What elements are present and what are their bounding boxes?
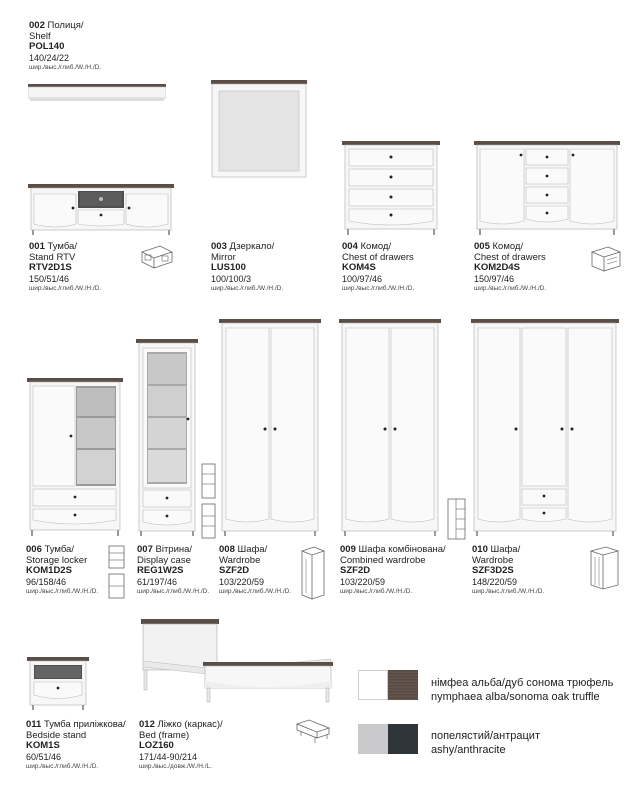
- item-name-en: Shelf: [29, 30, 51, 42]
- item-name-ua: Шафа/: [490, 544, 521, 555]
- item-name-ua: Вітрина/: [155, 544, 193, 555]
- item-name-en: Storage locker: [26, 554, 88, 566]
- item-number: 007: [137, 544, 153, 555]
- item-dims: 96/158/46: [26, 576, 67, 587]
- wardrobe-szf3d2s-line-icon: [588, 545, 620, 591]
- item-name-en: Stand RTV: [29, 251, 76, 263]
- item-dims: 150/51/46: [29, 273, 70, 284]
- item-code: KOM1D2S: [26, 565, 72, 576]
- item-name-en: Wardrobe: [219, 554, 261, 566]
- legend-finish-1: [431, 676, 613, 704]
- rtv-stand-line-icon: [140, 240, 174, 270]
- item-code: SZF2D: [219, 565, 250, 576]
- item-number: 006: [26, 544, 42, 555]
- item-name-en: Chest of drawers: [342, 251, 414, 263]
- item-dims: 60/51/46: [26, 751, 62, 762]
- item-dims: 103/220/59: [340, 576, 386, 587]
- rtv-stand-image: [28, 184, 174, 236]
- item-axis-legend: шир./выс./глиб./W./H./D.: [472, 588, 545, 595]
- bedside-stand-image: [27, 657, 89, 711]
- item-name-en: Mirror: [211, 251, 236, 263]
- legend-finish-1-ua: німфеа альба/дуб сонома трюфель: [431, 677, 614, 689]
- item-caption: [29, 21, 101, 74]
- item-caption: [219, 545, 291, 598]
- item-axis-legend: шир./выс./глиб./W./H./D.: [29, 64, 102, 71]
- item-caption: [340, 545, 446, 598]
- legend-finish-2-en: ashy/anthracite: [431, 744, 506, 756]
- item-axis-legend: шир./выс./глиб./W./H./D.: [340, 588, 413, 595]
- item-caption: [474, 242, 546, 295]
- wardrobe-szf2d-image: [219, 319, 321, 537]
- item-number: 010: [472, 544, 488, 555]
- item-axis-legend: шир./выс./глиб./W./H./D.: [137, 588, 210, 595]
- item-name-en: Wardrobe: [472, 554, 514, 566]
- item-name-ua: Дзеркало/: [229, 241, 275, 252]
- item-name-en: Bed (frame): [139, 729, 190, 741]
- mirror-image: [211, 80, 307, 178]
- item-name-ua: Тумба/: [47, 241, 77, 252]
- swatch-nymphaea-alba: [358, 670, 388, 700]
- legend-finish-1-en: nymphaea alba/sonoma oak truffle: [431, 691, 600, 703]
- item-name-ua: Шафа комбінована/: [358, 544, 446, 555]
- storage-locker-line-icon: [106, 544, 128, 600]
- item-caption: [472, 545, 544, 598]
- item-name-ua: Тумба/: [44, 544, 74, 555]
- item-number: 011: [26, 719, 42, 730]
- item-axis-legend: шир./выс./довж./W./H./L.: [139, 763, 212, 770]
- item-dims: 150/97/46: [474, 273, 515, 284]
- wardrobe-szf3d2s-image: [471, 319, 619, 537]
- item-name-en: Bedside stand: [26, 729, 87, 741]
- item-code: REG1W2S: [137, 565, 184, 576]
- item-axis-legend: шир./выс./глиб./W./H./D.: [26, 588, 99, 595]
- item-code: LOZ160: [139, 740, 174, 751]
- bed-image: [139, 619, 333, 705]
- item-caption: [26, 720, 126, 773]
- item-caption: [211, 242, 283, 295]
- display-case-line-icon: [198, 462, 220, 540]
- item-dims: 171/44-90/214: [139, 751, 198, 762]
- item-number: 009: [340, 544, 356, 555]
- item-caption: [29, 242, 101, 295]
- item-code: SZF3D2S: [472, 565, 514, 576]
- item-number: 002: [29, 20, 45, 31]
- item-caption: [26, 545, 98, 598]
- bed-line-icon: [295, 718, 331, 746]
- combined-wardrobe-image: [339, 319, 441, 537]
- item-caption: [342, 242, 414, 295]
- item-code: KOM1S: [26, 740, 60, 751]
- item-dims: 140/24/22: [29, 52, 70, 63]
- item-axis-legend: шир./выс./глиб./W./H./D.: [342, 285, 415, 292]
- swatch-anthracite: [388, 724, 418, 754]
- chest-kom4s-image: [342, 141, 440, 237]
- item-number: 004: [342, 241, 358, 252]
- item-number: 003: [211, 241, 227, 252]
- item-axis-legend: шир./выс./глиб./W./H./D.: [211, 285, 284, 292]
- chest-kom2d4s-line-icon: [590, 244, 622, 272]
- item-axis-legend: шир./выс./глиб./W./H./D.: [26, 763, 99, 770]
- item-dims: 103/220/59: [219, 576, 265, 587]
- legend-finish-2: [431, 729, 540, 757]
- item-name-ua: Ліжко (каркас)/: [157, 719, 223, 730]
- item-number: 012: [139, 719, 155, 730]
- item-dims: 148/220/59: [472, 576, 518, 587]
- display-case-image: [136, 339, 198, 537]
- item-name-ua: Шафа/: [237, 544, 268, 555]
- item-dims: 100/97/46: [342, 273, 383, 284]
- item-code: SZF2D: [340, 565, 371, 576]
- shelf-image: [28, 84, 166, 104]
- item-caption: [137, 545, 209, 598]
- storage-locker-image: [27, 378, 123, 538]
- item-axis-legend: шир./выс./глиб./W./H./D.: [219, 588, 292, 595]
- legend-finish-2-ua: попелястий/антрацит: [431, 730, 540, 742]
- item-name-ua: Комод/: [360, 241, 392, 252]
- item-code: KOM4S: [342, 262, 376, 273]
- chest-kom2d4s-image: [474, 141, 620, 237]
- item-name-ua: Комод/: [492, 241, 524, 252]
- item-code: KOM2D4S: [474, 262, 520, 273]
- item-number: 005: [474, 241, 490, 252]
- swatch-sonoma-oak-truffle: [388, 670, 418, 700]
- item-number: 001: [29, 241, 45, 252]
- item-name-ua: Полиця/: [47, 20, 84, 31]
- item-code: RTV2D1S: [29, 262, 72, 273]
- wardrobe-szf2d-line-icon: [298, 545, 326, 601]
- item-name-en: Combined wardrobe: [340, 554, 426, 566]
- item-axis-legend: шир./выс./глиб./W./H./D.: [29, 285, 102, 292]
- combined-wardrobe-line-icon: [445, 497, 469, 541]
- item-axis-legend: шир./выс./глиб./W./H./D.: [474, 285, 547, 292]
- item-code: POL140: [29, 41, 65, 52]
- item-dims: 100/100/3: [211, 273, 252, 284]
- item-number: 008: [219, 544, 235, 555]
- item-name-en: Display case: [137, 554, 191, 566]
- item-code: LUS100: [211, 262, 246, 273]
- item-name-en: Chest of drawers: [474, 251, 546, 263]
- item-name-ua: Тумба приліжкова/: [43, 719, 126, 730]
- swatch-ashy: [358, 724, 388, 754]
- item-dims: 61/197/46: [137, 576, 178, 587]
- item-caption: [139, 720, 223, 773]
